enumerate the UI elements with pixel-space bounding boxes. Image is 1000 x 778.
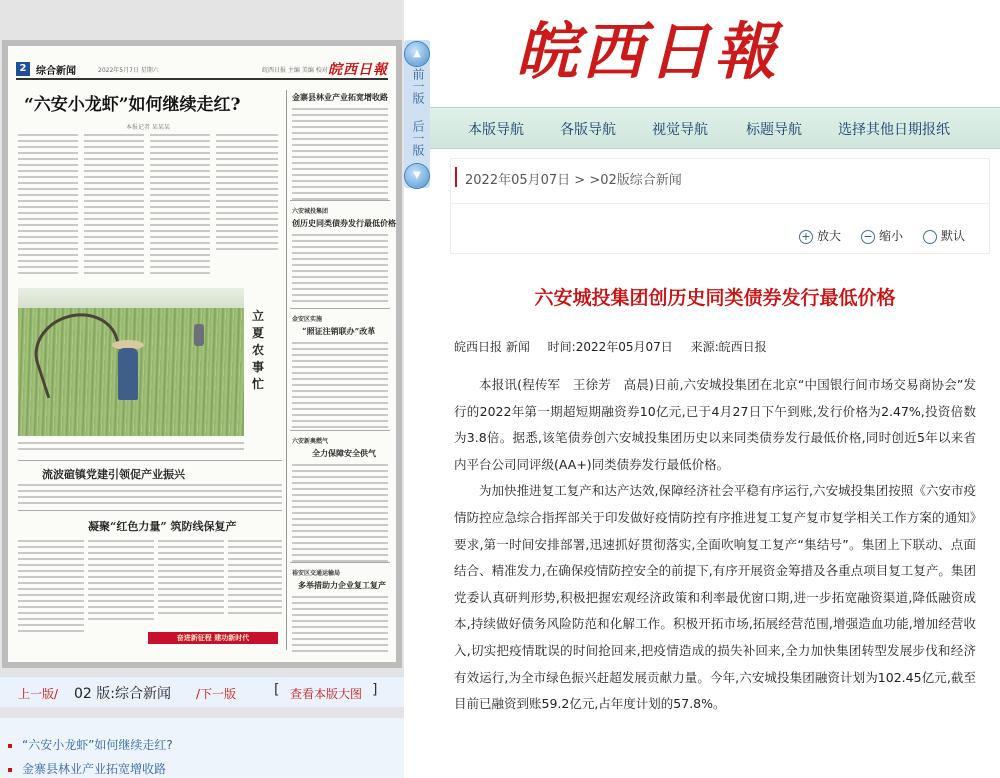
np-text-block	[18, 484, 282, 508]
np-vertical-caption: 立夏农事忙	[251, 309, 264, 391]
np-photo-caption	[18, 442, 244, 454]
article-list-item[interactable]	[8, 736, 173, 753]
article-list	[0, 718, 404, 778]
np-headline[interactable]: “六安小龙虾”如何继续走红?	[24, 95, 241, 115]
np-side-title[interactable]: 多举措助力企业复工复产	[298, 580, 386, 590]
np-side-kicker: 裕安区交通运输局	[292, 570, 341, 577]
nav-visual[interactable]: 视觉导航	[652, 122, 708, 138]
bracket-open: [	[274, 682, 280, 698]
np-side-title[interactable]: 全力保障安全供气	[312, 448, 376, 458]
np-divider	[290, 308, 390, 309]
np-slogan-bar: 奋进新征程 建功新时代	[148, 632, 278, 644]
down-arrow-icon: ▼	[413, 170, 421, 181]
np-side-title[interactable]: 创历史同类债券发行最低价格	[292, 218, 396, 228]
current-page-label: 02 版:综合新闻	[74, 686, 171, 702]
np-divider	[290, 562, 390, 563]
meta-paper: 皖西日报 新闻	[454, 340, 530, 354]
nav-this-page[interactable]: 本版导航	[468, 122, 524, 138]
article-title: 六安城投集团创历史同类债券发行最低价格	[534, 287, 896, 309]
bullet-icon	[8, 744, 12, 748]
article-meta	[454, 338, 781, 355]
left-column	[0, 0, 404, 778]
np-text-block	[292, 108, 388, 204]
article-paragraph: 为加快推进复工复产和达产达效,保障经济社会平稳有序运行,六安城投集团按照《六安市疫情防控应急综合指挥部关于印发做好疫情防控有序推进复工复产复市复学相关工作方案的通知》要求,第一时间安排部署,迅速抓好贯彻落实,全面吹响复工复产“集结号”。集团上下联动、点面结合、精准发力,在确保疫情防控安全的前提下,有序开展资金筹措及各重点项目复工复产。集团党委认真研判形势,积极把握宏观经济政策和利率最优窗口期,进一步拓宽融资渠道,降低融资成本,持续做好债务风险防范和化解工作。积极开拓市场,拓展经营范围,增强造血功能,增加经营收入,切实把疫情耽误的时间抢回来,把疫情造成的损失补回来,全力加快集团转型发展步伐和经济有效运行,为全市绿色振兴赶超发展贡献力量。今年,六安城投集团融资计划为102.45亿元,截至目前已融资到账59.2亿元,占年度计划的57.8%。	[454, 483, 976, 712]
np-side-kicker: 六安城投集团	[292, 208, 329, 215]
np-text-block	[292, 342, 388, 432]
np-text-block	[84, 134, 144, 278]
breadcrumb[interactable]: 2022年05月07日 > >02版综合新闻	[465, 173, 682, 188]
newspaper-page-image[interactable]	[8, 46, 396, 662]
np-text-block	[18, 540, 84, 636]
zoom-in-label: 放大	[817, 229, 842, 243]
divider	[451, 203, 989, 204]
np-text-block	[292, 596, 388, 656]
np-text-block	[88, 540, 154, 624]
prev-page-arrow-button[interactable]	[405, 42, 429, 66]
article-list-item[interactable]	[8, 760, 166, 777]
np-divider	[18, 510, 282, 511]
up-arrow-icon: ▲	[413, 48, 421, 59]
article-body	[454, 372, 976, 718]
zoom-default-button[interactable]	[923, 227, 965, 244]
np-side-title[interactable]: 金寨县林业产业拓宽增收路	[292, 92, 388, 102]
np-text-block	[150, 134, 210, 278]
next-page-vertical-label[interactable]: 后一版	[411, 120, 425, 156]
meta-source: 来源:皖西日报	[690, 340, 767, 354]
np-mid-title[interactable]: 流波碹镇党建引领促产业振兴	[42, 468, 185, 481]
nav-titles[interactable]: 标题导航	[746, 122, 802, 138]
np-section: 综合新闻	[36, 66, 76, 77]
np-photo-farmers[interactable]	[18, 288, 244, 436]
np-mid-title[interactable]: 凝聚“红色力量” 筑防线保复产	[88, 520, 237, 533]
meta-time: 时间:2022年05月07日	[547, 340, 673, 354]
breadcrumb-marker	[455, 167, 457, 187]
np-header	[16, 60, 388, 80]
zoom-default-label: 默认	[941, 229, 966, 243]
zoom-out-button[interactable]	[861, 227, 903, 244]
np-byline: 本报记者 某某某	[126, 124, 170, 131]
zoom-out-label: 缩小	[879, 229, 904, 243]
np-page-number: 2	[16, 62, 30, 76]
page-turn-nav	[404, 40, 430, 188]
np-text-block	[18, 134, 78, 278]
bracket-close: ]	[372, 682, 378, 698]
main-nav-bar	[430, 107, 1000, 149]
bullet-icon	[8, 768, 12, 772]
np-date: 2022年5月7日 星期六	[98, 67, 159, 74]
article-list-item-label[interactable]: 金寨县林业产业拓宽增收路	[22, 762, 167, 776]
np-column-divider	[286, 90, 287, 650]
breadcrumb-box	[450, 158, 990, 254]
prev-page-link[interactable]: 上一版/	[18, 687, 59, 701]
np-side-kicker: 金安区实施	[292, 316, 323, 323]
next-page-link[interactable]: /下一版	[196, 687, 237, 701]
nav-all-pages[interactable]: 各版导航	[560, 122, 616, 138]
prev-page-vertical-label[interactable]: 前一版	[411, 68, 425, 104]
np-logo: 皖西日報	[328, 62, 388, 78]
zoom-in-icon: +	[799, 230, 813, 244]
nav-other-dates[interactable]: 选择其他日期报纸	[838, 122, 950, 138]
np-side-title[interactable]: “照证注销联办”改革	[302, 326, 376, 336]
np-text-block	[158, 540, 224, 618]
np-divider	[290, 430, 390, 431]
zoom-in-button[interactable]	[799, 227, 841, 244]
page-pager	[0, 676, 404, 707]
np-side-kicker: 六安新奥燃气	[292, 438, 329, 445]
article-paragraph: 本报讯(程传军 王徐芳 高晨)日前,六安城投集团在北京“中国银行间市场交易商协会”发行的2022年第一期超短期融资券10亿元,已于4月27日下午到账,发行价格为2.47%,投资倍数为3.8倍。据悉,该笔债券创六安城投集团历史以来同类债券发行最低价格,同时创近5年以来省内平台公司同评级(AA+)同类债券发行最低价格。	[454, 377, 976, 472]
np-editor-info: 皖西日报 主编 美编 校对	[262, 67, 328, 74]
masthead-logo: 皖西日報	[516, 15, 781, 88]
np-text-block	[228, 540, 282, 618]
np-text-block	[216, 134, 278, 254]
view-full-page-link[interactable]: 查看本版大图	[290, 687, 363, 701]
article-list-item-label[interactable]: “六安小龙虾”如何继续走红?	[22, 738, 173, 752]
np-text-block	[292, 464, 388, 566]
np-text-block	[292, 234, 388, 306]
np-divider	[18, 460, 282, 461]
zoom-out-icon: −	[861, 230, 875, 244]
next-page-arrow-button[interactable]	[405, 164, 429, 188]
radio-icon	[923, 230, 937, 244]
np-divider	[290, 200, 390, 201]
newspaper-page-frame	[2, 40, 402, 668]
